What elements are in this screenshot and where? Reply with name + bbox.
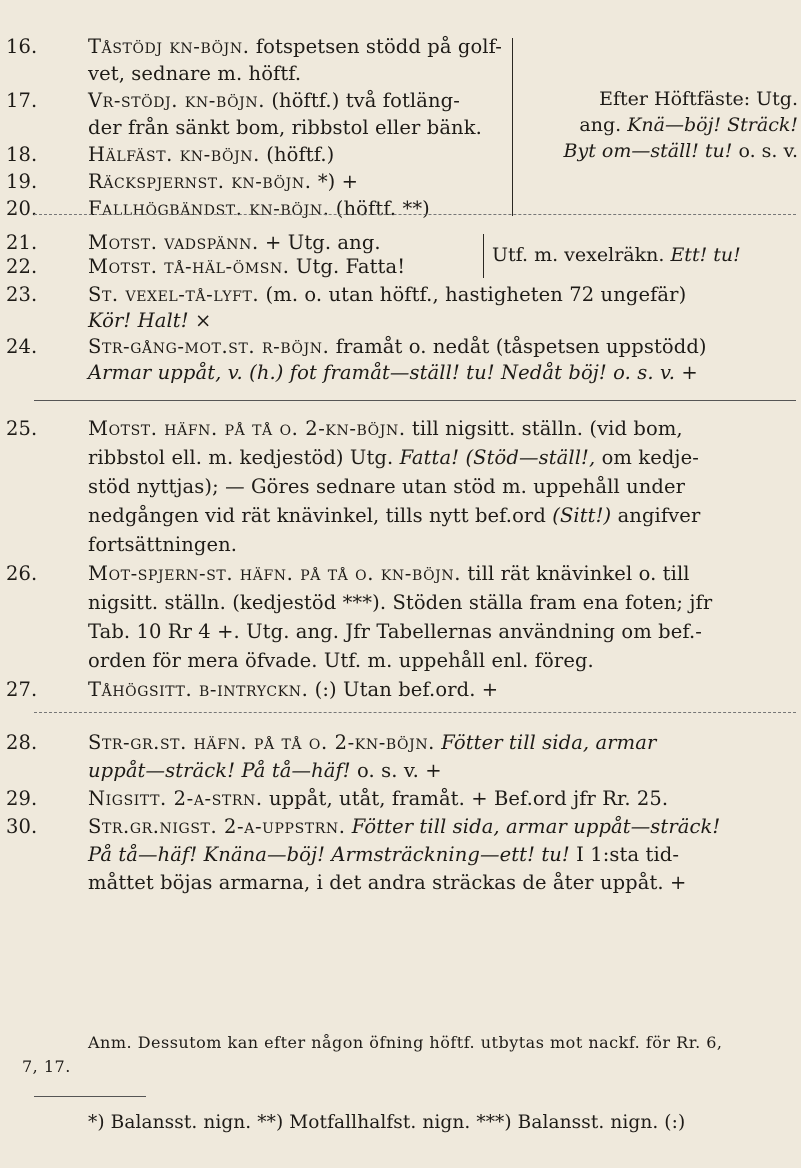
footnote-rule — [34, 1096, 146, 1097]
divider-3 — [34, 712, 796, 713]
divider-1 — [34, 214, 796, 215]
side-instruction: Efter Höftfäste: Utg. ang. Knä—böj! Sträck! Byt om—ställ! tu! o. s. v. — [563, 88, 798, 162]
brace-right — [512, 38, 513, 216]
document-page: 16. Tåstödj kn-böjn. fotspetsen stödd på golf- vet, sednare m. höftf. 17. Vr-stödj. kn-böjn. (höftf.) två fotläng- der från sänkt bom, ribbstol eller bänk. 18. Hälfäst. kn-böjn. (höftf.) 19. Räckspjernst. kn-böjn. *) + 20. Fallhögbändst. kn-böjn. (höftf. **) Efter Höftfäste: Utg. ang. Knä—böj! Sträck! Byt om—ställ! tu! o. s. v. 21. Motst. vadspänn. + Utg. ang. 22. Motst. tå-häl-ömsn. Utg. Fatta! Utf. m. vexelräkn. Ett! tu! 23. St. vexel-tå-lyft. (m. o. utan höftf., hastigheten 72 ungefär) Kör! Halt! × 24. Str-gång-mot.st. r-böjn. framåt o. nedåt (tåspetsen uppstödd) Armar uppåt, v. (h.) fot framåt—ställ! tu! Nedåt böj! o. s. v. + 25. Motst. häfn. på tå o. 2-kn-böjn. till nigsitt. ställn. (vid bom, ribbstol ell. m. kedjestöd) Utg. Fatta! (Stöd—ställ!, om kedje- stöd nyttjas); — Göres sednare utan stöd m. uppehåll under nedgången vid rät knävinkel, tills nytt bef.ord (Sitt!) angifver fortsättningen. 26. Mot-spjern-st. häfn. på tå o. kn-böjn. till rät knävinkel o. till nigsitt. ställn. (kedjestöd ***). Stöden ställa fram ena foten; jfr Tab. 10 Rr 4 +. Utg. ang. Jfr Tabellernas användning om bef.- orden för mera öfvade. Utf. m. uppehåll enl. föreg. 27. Tåhögsitt. b-intryckn. (:) Utan bef.ord. + 28. Str-gr.st. häfn. på tå o. 2-kn-böjn. Fötter till sida, armar uppåt—sträck! På tå—häf! o. s. v. + 29. Nigsitt. 2-a-strn. uppåt, utåt, framåt. + Bef.ord jfr Rr. 25. 30. Str.gr.nigst. 2-a-uppstrn. Fötter till sida, armar uppåt—sträck! På tå—häf! Knäna—böj! Armsträckning—ett! tu! I 1:sta tid- måttet böjas armarna, i det andra sträckas de åter uppåt. + Anm. Dessutom kan efter någon öfning höftf. utbytas mot nackf. för Rr. 6, 7, 17. *) Balansst. nign. **) Motfallhalfst. nign. ***) Balansst. nign. (:) — [0, 0, 801, 1168]
annotation-line2: 7, 17. — [22, 1057, 71, 1076]
footnotes: *) Balansst. nign. **) Motfallhalfst. nign. ***) Balansst. nign. (:) — [88, 1112, 686, 1133]
annotation-line1: Anm. Dessutom kan efter någon öfning höftf. utbytas mot nackf. för Rr. 6, — [88, 1033, 723, 1052]
brace-21-22 — [483, 234, 484, 278]
brace-instruction: Utf. m. vexelräkn. Ett! tu! — [492, 244, 741, 266]
divider-2 — [34, 400, 796, 401]
